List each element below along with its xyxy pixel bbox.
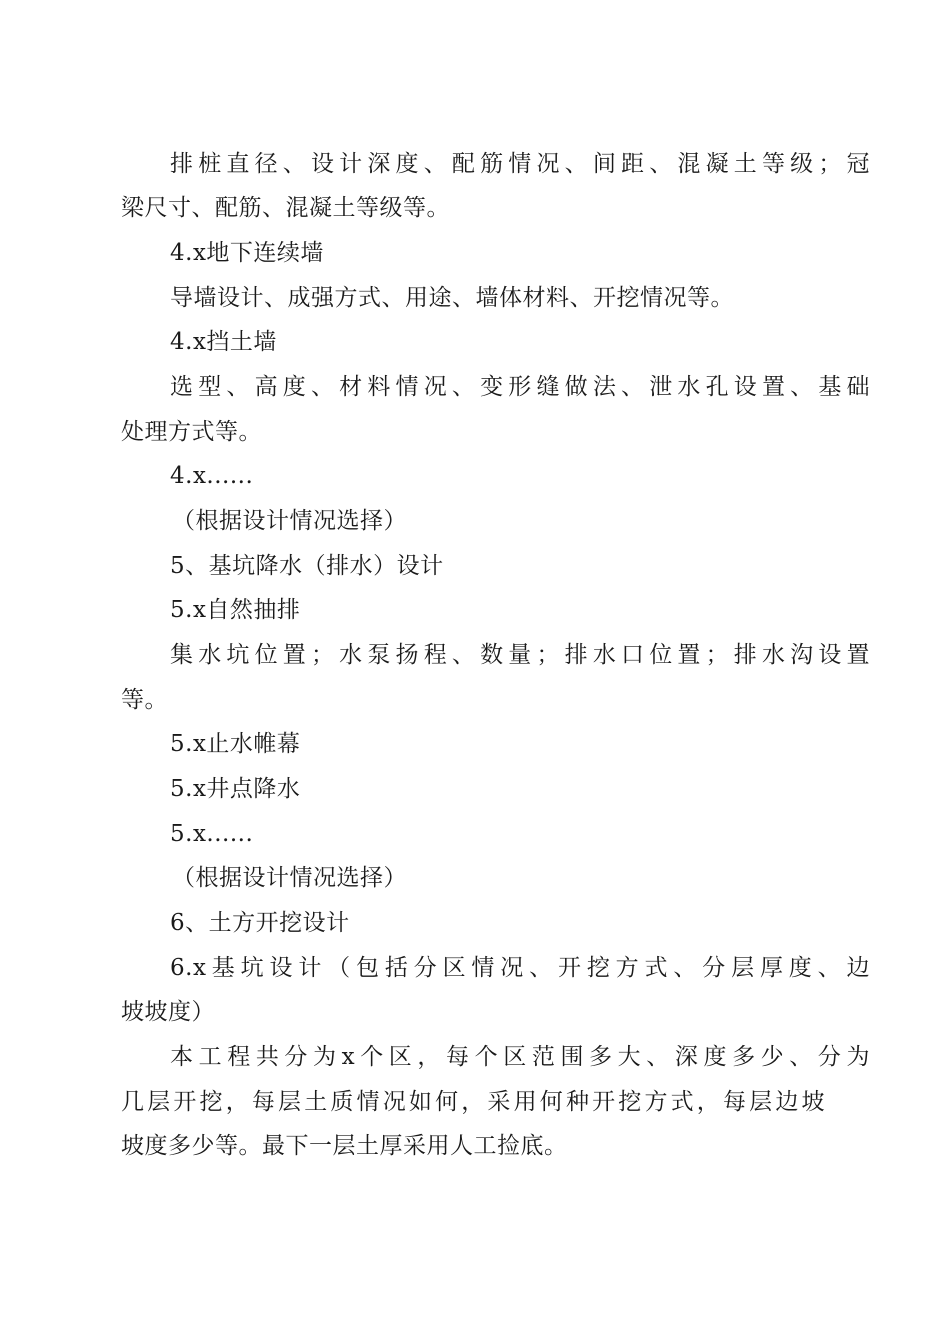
section-heading: 5.x井点降水	[170, 776, 301, 802]
section-heading-continued: 坡坡度）	[121, 999, 215, 1025]
paragraph-line: 几层开挖，每层土质情况如何，采用何种开挖方式，每层边坡	[121, 1089, 825, 1115]
section-heading: 6.x基坑设计（包括分区情况、开挖方式、分层厚度、边	[170, 955, 870, 981]
chapter-heading: 5、基坑降水（排水）设计	[170, 553, 444, 579]
paragraph-line: 选型、高度、材料情况、变形缝做法、泄水孔设置、基础	[170, 374, 870, 400]
note-line: （根据设计情况选择）	[172, 508, 407, 534]
section-heading: 5.x自然抽排	[170, 597, 301, 623]
paragraph-line: 导墙设计、成强方式、用途、墙体材料、开挖情况等。	[170, 285, 734, 311]
paragraph-line: 梁尺寸、配筋、混凝土等级等。	[121, 195, 450, 221]
paragraph-line: 坡度多少等。最下一层土厚采用人工捡底。	[121, 1133, 568, 1159]
paragraph-line: 处理方式等。	[121, 419, 262, 445]
section-heading: 4.x挡土墙	[170, 329, 277, 355]
paragraph-line: 排桩直径、设计深度、配筋情况、间距、混凝土等级；冠	[170, 151, 870, 177]
chapter-heading: 6、土方开挖设计	[170, 910, 350, 936]
section-heading: 5.x止水帷幕	[170, 731, 301, 757]
section-heading: 5.x......	[170, 821, 254, 847]
section-heading: 4.x地下连续墙	[170, 240, 324, 266]
paragraph-line: 本工程共分为x个区，每个区范围多大、深度多少、分为	[170, 1044, 870, 1070]
paragraph-line: 等。	[121, 687, 168, 713]
note-line: （根据设计情况选择）	[172, 865, 407, 891]
paragraph-line: 集水坑位置；水泵扬程、数量；排水口位置；排水沟设置	[170, 642, 870, 668]
section-heading: 4.x......	[170, 463, 254, 489]
